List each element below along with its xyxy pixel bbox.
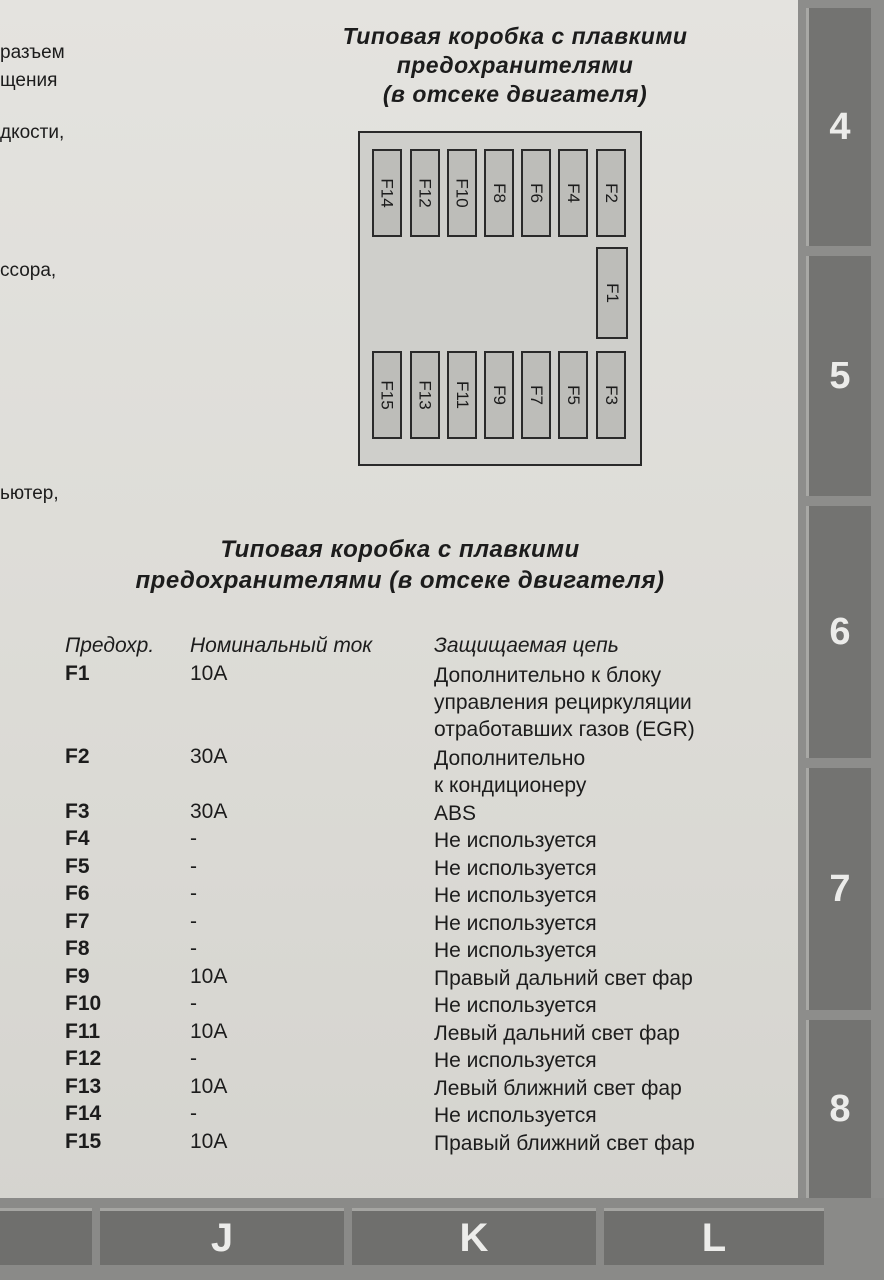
- rated-current: -: [190, 937, 197, 960]
- fuse-id: F4: [65, 827, 90, 850]
- fuse-slot: [596, 149, 626, 237]
- tab-label: J: [210, 1215, 234, 1260]
- header-fuse: Предохр.: [65, 634, 155, 657]
- protected-circuit: [434, 1130, 774, 1157]
- circuit-line: Не используется: [434, 884, 597, 907]
- protected-circuit: [434, 882, 774, 909]
- fuse-id: F15: [65, 1129, 102, 1153]
- fuse-id: F14: [65, 1102, 102, 1125]
- protected-circuit: [434, 827, 774, 854]
- fuse-slot: [447, 149, 477, 237]
- section-tab-l[interactable]: [604, 1208, 824, 1265]
- circuit-line: Левый ближний свет фар: [434, 1076, 682, 1100]
- fuse-label: F10: [453, 178, 473, 208]
- circuit-line: Не используется: [434, 829, 597, 852]
- tab-label: 7: [829, 867, 851, 910]
- rated-current: 10A: [190, 1019, 228, 1043]
- protected-circuit: [434, 855, 774, 882]
- protected-circuit: [434, 965, 774, 992]
- rated-current: 10A: [190, 1129, 228, 1153]
- protected-circuit: [434, 937, 774, 964]
- fuse-slot: [410, 351, 440, 439]
- fuse-id: F3: [65, 799, 90, 823]
- fuse-label: F7: [527, 385, 546, 405]
- left-fragment: ьютер,: [0, 483, 59, 504]
- diagram-title-line: (в отсеке двигателя): [382, 81, 648, 107]
- fuse-label: F12: [416, 178, 436, 208]
- fuse-id: F7: [65, 909, 90, 933]
- circuit-line: Не используется: [434, 1049, 597, 1072]
- left-fragment: ссора,: [0, 260, 57, 281]
- rated-current: 30A: [190, 799, 228, 823]
- tab-label: 6: [829, 610, 851, 653]
- fuse-id: F1: [65, 662, 90, 685]
- circuit-line: Не используется: [434, 939, 597, 962]
- circuit-line: Правый ближний свет фар: [434, 1131, 695, 1155]
- circuit-line: к кондиционеру: [434, 773, 587, 797]
- left-fragment: разъем: [0, 42, 65, 63]
- fuse-slot: [372, 149, 402, 237]
- table-title: [40, 534, 760, 596]
- tab-label: 4: [829, 105, 851, 148]
- rated-current: -: [190, 827, 197, 850]
- section-tab-j[interactable]: [100, 1208, 344, 1265]
- fuse-slot: [596, 351, 626, 439]
- fuse-slot: [596, 247, 628, 339]
- left-fragment: дкости,: [0, 122, 65, 143]
- protected-circuit: [434, 662, 774, 743]
- circuit-line: Дополнительно: [434, 746, 586, 770]
- protected-circuit: [434, 1075, 774, 1102]
- fuse-slot: [410, 149, 440, 237]
- rated-current: 30A: [190, 744, 228, 768]
- rated-current: -: [190, 909, 197, 933]
- fuse-label: F11: [453, 380, 473, 410]
- table-title-line: Типовая коробка с плавкими: [220, 536, 580, 563]
- fuse-slot: [521, 351, 551, 439]
- rated-current: 10A: [190, 964, 228, 988]
- circuit-line: Правый дальний свет фар: [434, 966, 693, 990]
- fuse-label: F2: [602, 183, 621, 203]
- fuse-label: F4: [564, 183, 583, 203]
- tab-label: K: [459, 1215, 489, 1260]
- fuse-id: F8: [65, 937, 90, 960]
- header-circuit: Защищаемая цепь: [434, 634, 619, 657]
- fuse-slot: [558, 149, 588, 237]
- fuse-id: F10: [65, 992, 102, 1015]
- fuse-label: F15: [378, 380, 398, 410]
- chapter-tab-5[interactable]: [806, 256, 871, 496]
- fuse-slot: [447, 351, 477, 439]
- section-tab-blank: [0, 1208, 92, 1265]
- rated-current: 10A: [190, 662, 228, 685]
- fuse-slot: [558, 351, 588, 439]
- circuit-line: Не используется: [434, 994, 597, 1017]
- protected-circuit: [434, 1102, 774, 1129]
- fuse-id: F9: [65, 964, 90, 988]
- protected-circuit: [434, 1020, 774, 1047]
- circuit-line: Не используется: [434, 1104, 597, 1127]
- table-title-line: предохранителями (в отсеке двигателя): [135, 567, 665, 594]
- protected-circuit: [434, 800, 774, 827]
- fuse-label: F6: [527, 183, 546, 203]
- fuse-label: F5: [564, 385, 583, 405]
- diagram-title-line: предохранителями: [396, 52, 634, 78]
- left-fragment: щения: [0, 70, 58, 91]
- rated-current: -: [190, 854, 197, 878]
- protected-circuit: [434, 745, 774, 799]
- fuse-label: F9: [490, 385, 509, 405]
- fuse-id: F5: [65, 854, 90, 878]
- fuse-id: F12: [65, 1047, 102, 1070]
- protected-circuit: [434, 910, 774, 937]
- diagram-title-line: Типовая коробка с плавкими: [342, 23, 688, 49]
- fuse-slot: [484, 149, 514, 237]
- fuse-slot: [372, 351, 402, 439]
- fuse-label: F3: [602, 385, 621, 405]
- chapter-tab-4[interactable]: [806, 8, 871, 246]
- rated-current: -: [190, 882, 197, 905]
- circuit-line: ABS: [434, 801, 477, 825]
- fuse-label: F14: [378, 178, 398, 208]
- rated-current: -: [190, 1047, 197, 1070]
- tab-label: 8: [829, 1087, 851, 1130]
- fuse-box-diagram: [358, 131, 642, 466]
- circuit-line: Дополнительно к блоку: [434, 664, 662, 687]
- fuse-slot: [484, 351, 514, 439]
- chapter-tab-6[interactable]: [806, 506, 871, 758]
- diagram-title: [270, 22, 760, 109]
- fuse-label: F13: [416, 380, 436, 410]
- fuse-id: F13: [65, 1074, 102, 1098]
- rated-current: -: [190, 992, 197, 1015]
- chapter-tab-8[interactable]: [806, 1020, 871, 1198]
- fuse-slot: [521, 149, 551, 237]
- fuse-id: F6: [65, 882, 90, 905]
- circuit-line: управления рециркуляции: [434, 691, 692, 714]
- fuse-label: F8: [490, 183, 509, 203]
- circuit-line: отработавших газов (EGR): [434, 718, 695, 741]
- circuit-line: Левый дальний свет фар: [434, 1021, 680, 1045]
- protected-circuit: [434, 992, 774, 1019]
- fuse-id: F2: [65, 744, 90, 768]
- protected-circuit: [434, 1047, 774, 1074]
- fuse-id: F11: [65, 1019, 101, 1043]
- tab-label: 5: [829, 354, 851, 397]
- header-current: Номинальный ток: [190, 634, 373, 657]
- section-tab-k[interactable]: [352, 1208, 596, 1265]
- rated-current: 10A: [190, 1074, 228, 1098]
- chapter-tab-7[interactable]: [806, 768, 871, 1010]
- fuse-label: F1: [603, 283, 622, 303]
- circuit-line: Не используется: [434, 911, 597, 935]
- rated-current: -: [190, 1102, 197, 1125]
- circuit-line: Не используется: [434, 856, 597, 880]
- tab-label: L: [701, 1215, 727, 1260]
